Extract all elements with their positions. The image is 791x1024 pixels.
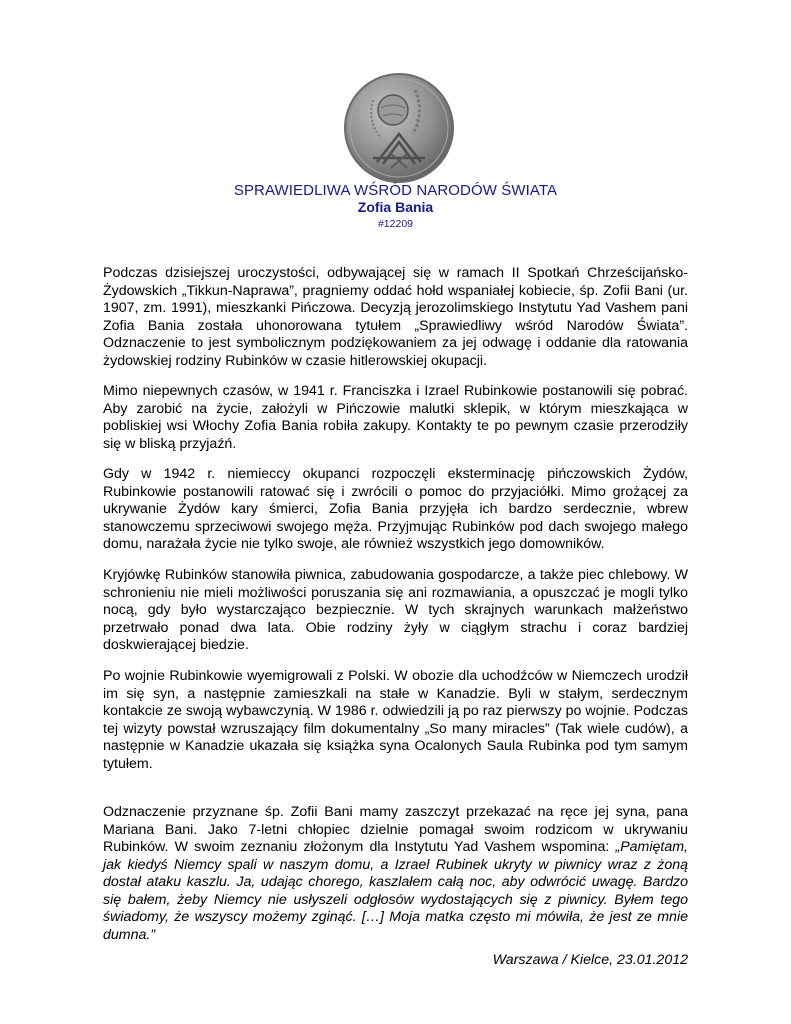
paragraph-4: Kryjówkę Rubinków stanowiła piwnica, zabudowania gospodarcze, a także piec chlebowy. W schronieniu nie mieli możliwości poruszania się ani rozmawiania, a opuszczać je mogli tylko nocą, gdy było wystarczająco bezpiecznie. W tych skrajnych warunkach małżeństwo przetrwało ponad dwa lata. Obie rodziny żyły w ciągłym strachu i coraz bardziej doskwierającej biedzie.: [103, 567, 688, 653]
paragraph-5: Po wojnie Rubinkowie wyemigrowali z Polski. W obozie dla uchodźców w Niemczech urodził im się syn, a następnie zamieszkali na stałe w Kanadzie. Byli w stałym, serdecznym kontakcie ze swoją wybawczynią. W 1986 r. odwiedzili ją po raz pierwszy po wojnie. Podczas tej wizyty powstał wzruszający film dokumentalny „So many miracles” (Tak wiele cudów), a następnie w Kanadzie ukazała się książka syna Ocalonych Saula Rubinka pod tym samym tytułem.: [103, 668, 688, 772]
award-title: SPRAWIEDLIWA WŚRÓD NARODÓW ŚWIATA: [233, 182, 558, 199]
paragraph-1: Podczas dzisiejszej uroczystości, odbywającej się w ramach II Spotkań Chrześcijańsko-Żydowskich „Tikkun-Naprawa”, pragniemy oddać hołd wspaniałej kobiecie, śp. Zofii Bani (ur. 1907, zm. 1991), mieszkanki Pińczowa. Decyzją jerozolimskiego Instytutu Yad Vashem pani Zofia Bania została uhonorowana tytułem „Sprawiedliwy wśród Narodów Świata”. Odznaczenie to jest symbolicznym podziękowaniem za jej odwagę i oddanie dla ratowania żydowskiej rodziny Rubinków w czasie hitlerowskiej okupacji.: [103, 265, 688, 369]
honoree-name: Zofia Bania: [357, 199, 434, 215]
paragraph-6-intro: Odznaczenie przyznane śp. Zofii Bani mamy zaszczyt przekazać na ręce jej syna, pana Mariana Bani. Jako 7-letni chłopiec dzielnie pomagał swoim rodzicom w ukrywaniu Rubinków. W swoim zeznaniu złożonym dla Instytutu Yad Vashem wspomina:: [103, 804, 688, 855]
medal-image: [343, 72, 455, 184]
testimony-quote: „Pamiętam, jak kiedyś Niemcy spali w naszym domu, a Izrael Rubinek ukryty w piwnicy wraz z żoną dostał ataku kaszlu. Ja, udając chorego, kaszlałem całą noc, aby odwrócić uwagę. Bardzo się bałem, żeby Niemcy nie usłyszeli odgłosów wydostających się z piwnicy. Byłem tego świadomy, że wszyscy możemy zginąć. […] Moja matka często mi mówiła, że jest ze mnie dumna.”: [103, 839, 688, 943]
place-date-signature: Warszawa / Kielce, 23.01.2012: [492, 952, 688, 968]
record-number: #12209: [377, 218, 414, 230]
paragraph-3: Gdy w 1942 r. niemieccy okupanci rozpoczęli eksterminację pińczowskich Żydów, Rubinkowie postanowili ratować się i zwrócili o pomoc do przyjaciółki. Mimo grożącej za ukrywanie Żydów kary śmierci, Zofia Bania przyjęła ich bardzo serdecznie, wbrew stanowczemu sprzeciwowi swojego męża. Przyjmując Rubinków pod dach swojego małego domu, narażała życie nie tylko swoje, ale również wszystkich jego domowników.: [103, 466, 688, 552]
paragraph-6: [103, 804, 688, 944]
paragraph-2: Mimo niepewnych czasów, w 1941 r. Franciszka i Izrael Rubinkowie postanowili się pobrać. Aby zarobić na życie, założyli w Pińczowie malutki sklepik, w którym mieszkająca w pobliskiej wsi Włochy Zofia Bania robiła zakupy. Kontakty te po pewnym czasie przerodziły się w bliską przyjaźń.: [103, 383, 688, 452]
